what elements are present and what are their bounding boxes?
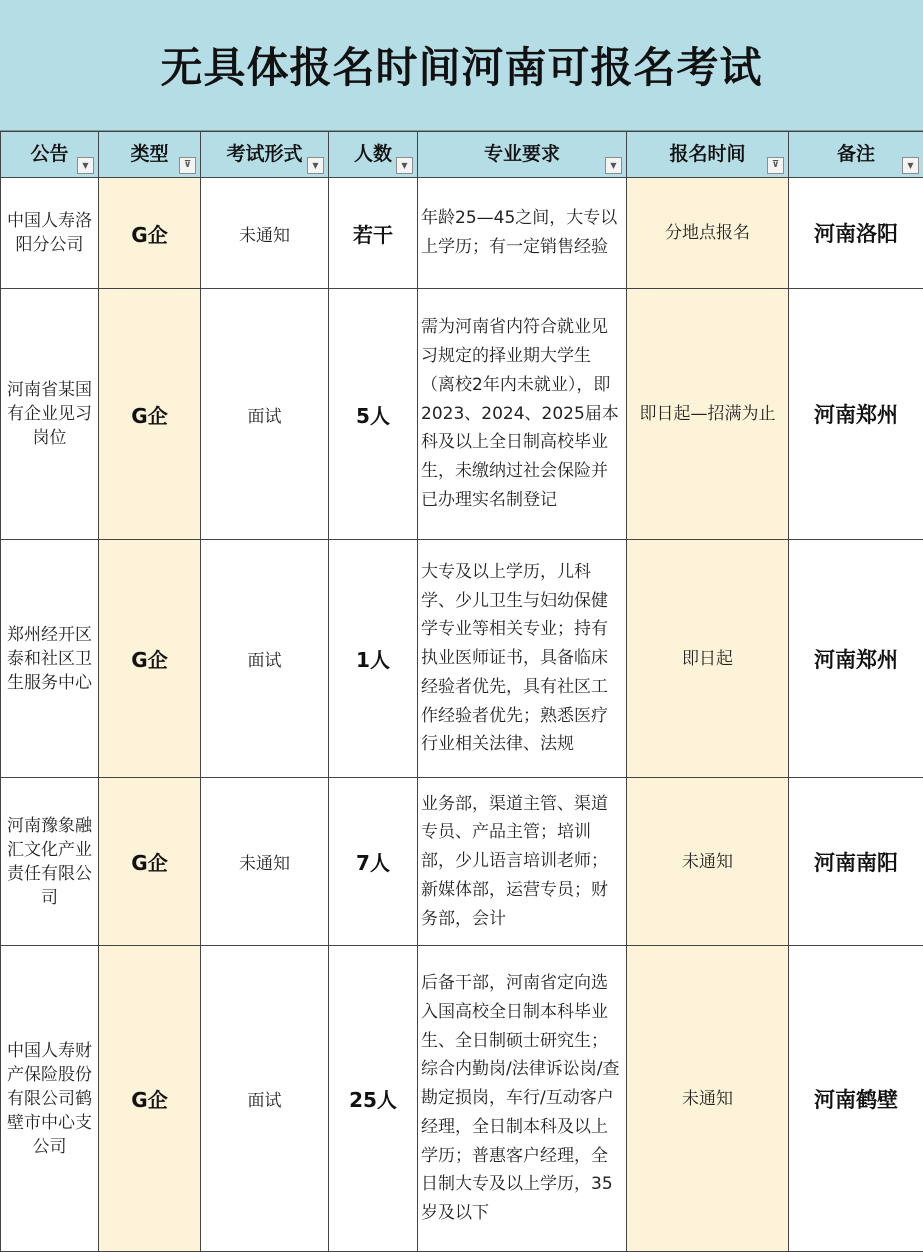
cell-count[interactable]: 5人	[329, 289, 418, 540]
filter-active-icon[interactable]: ⊽	[179, 157, 196, 174]
table-row	[1, 946, 923, 1252]
header-note: 备注 ▼	[789, 132, 923, 178]
cell-requirements[interactable]: 大专及以上学历，儿科学、少儿卫生与妇幼保健学专业等相关专业；持有执业医师证书，具备临床经验者优先，具有社区工作经验者优先；熟悉医疗行业相关法律、法规	[418, 540, 627, 778]
cell-exam-form[interactable]: 面试	[201, 540, 329, 778]
page-title: 无具体报名时间河南可报名考试	[160, 43, 763, 92]
filter-dropdown-icon[interactable]: ▼	[307, 157, 324, 174]
cell-exam-form[interactable]: 面试	[201, 289, 329, 540]
cell-note[interactable]: 河南南阳	[789, 778, 923, 946]
cell-type[interactable]: G企	[99, 178, 201, 289]
table-row	[1, 178, 923, 289]
cell-note[interactable]: 河南郑州	[789, 289, 923, 540]
header-requirements: 专业要求 ▼	[418, 132, 627, 178]
filter-dropdown-icon[interactable]: ▼	[605, 157, 622, 174]
cell-type[interactable]: G企	[99, 540, 201, 778]
cell-note[interactable]: 河南鹤壁	[789, 946, 923, 1252]
cell-type[interactable]: G企	[99, 946, 201, 1252]
header-type: 类型 ⊽	[99, 132, 201, 178]
cell-count[interactable]: 25人	[329, 946, 418, 1252]
cell-announcement[interactable]: 中国人寿财产保险股份有限公司鹤壁市中心支公司	[1, 946, 99, 1252]
cell-count[interactable]: 若干	[329, 178, 418, 289]
table-row	[1, 778, 923, 946]
cell-note[interactable]: 河南郑州	[789, 540, 923, 778]
table-row	[1, 289, 923, 540]
cell-announcement[interactable]: 郑州经开区泰和社区卫生服务中心	[1, 540, 99, 778]
cell-note[interactable]: 河南洛阳	[789, 178, 923, 289]
cell-reg-time[interactable]: 即日起—招满为止	[627, 289, 789, 540]
cell-announcement[interactable]: 河南省某国有企业见习岗位	[1, 289, 99, 540]
filter-dropdown-icon[interactable]: ▼	[77, 157, 94, 174]
header-announcement: 公告 ▼	[1, 132, 99, 178]
cell-requirements[interactable]: 业务部，渠道主管、渠道专员、产品主管；培训部，少儿语言培训老师；新媒体部，运营专员；财务部，会计	[418, 778, 627, 946]
header-count: 人数 ▼	[329, 132, 418, 178]
cell-announcement[interactable]: 中国人寿洛阳分公司	[1, 178, 99, 289]
cell-reg-time[interactable]: 即日起	[627, 540, 789, 778]
cell-count[interactable]: 1人	[329, 540, 418, 778]
cell-count[interactable]: 7人	[329, 778, 418, 946]
cell-announcement[interactable]: 河南豫象融汇文化产业责任有限公司	[1, 778, 99, 946]
cell-type[interactable]: G企	[99, 289, 201, 540]
filter-dropdown-icon[interactable]: ▼	[902, 157, 919, 174]
cell-requirements[interactable]: 年龄25—45之间，大专以上学历；有一定销售经验	[418, 178, 627, 289]
header-reg-time: 报名时间 ⊽	[627, 132, 789, 178]
cell-exam-form[interactable]: 未通知	[201, 178, 329, 289]
cell-reg-time[interactable]: 分地点报名	[627, 178, 789, 289]
header-row	[1, 132, 923, 178]
cell-exam-form[interactable]: 未通知	[201, 778, 329, 946]
cell-exam-form[interactable]: 面试	[201, 946, 329, 1252]
cell-reg-time[interactable]: 未通知	[627, 778, 789, 946]
cell-requirements[interactable]: 需为河南省内符合就业见习规定的择业期大学生（离校2年内未就业），即2023、2024、2025届本科及以上全日制高校毕业生，未缴纳过社会保险并已办理实名制登记	[418, 289, 627, 540]
cell-reg-time[interactable]: 未通知	[627, 946, 789, 1252]
title-bar	[0, 0, 923, 131]
cell-type[interactable]: G企	[99, 778, 201, 946]
header-exam-form: 考试形式 ▼	[201, 132, 329, 178]
filter-active-icon[interactable]: ⊽	[767, 157, 784, 174]
filter-dropdown-icon[interactable]: ▼	[396, 157, 413, 174]
table-row	[1, 540, 923, 778]
exam-table	[0, 131, 923, 1252]
cell-requirements[interactable]: 后备干部，河南省定向选入国高校全日制本科毕业生、全日制硕士研究生；综合内勤岗/法律诉讼岗/查勘定损岗，车行/互动客户经理，全日制本科及以上学历；普惠客户经理，全日制大专及以上学历，35岁及以下	[418, 946, 627, 1252]
